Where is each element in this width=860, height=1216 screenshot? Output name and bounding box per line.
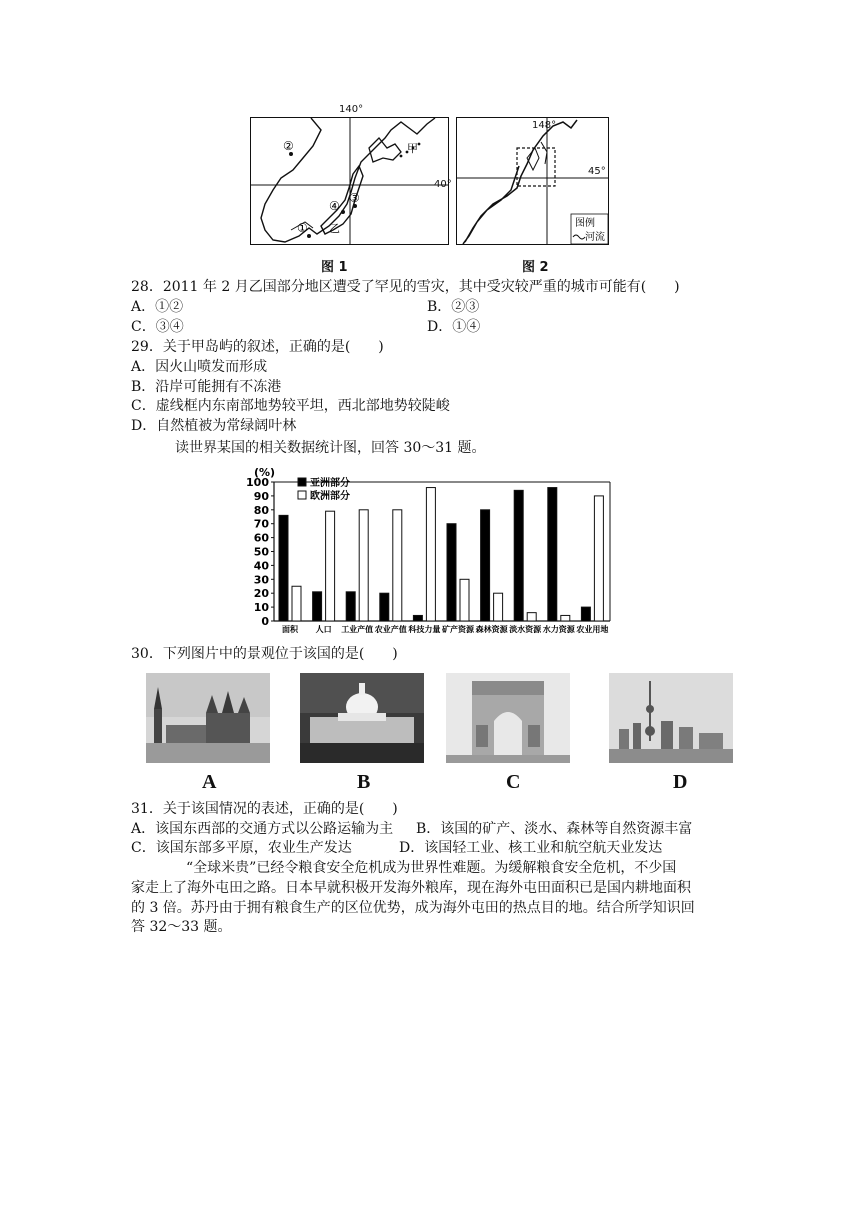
bar-europe: [393, 510, 402, 621]
q28-option-b: B．②③: [427, 299, 480, 315]
bar-asia: [447, 524, 456, 621]
bar-europe: [460, 579, 469, 621]
figure-2-caption: 图 2: [522, 260, 549, 275]
photo-label-b: B: [357, 771, 371, 793]
place-label-yi: 乙: [329, 222, 340, 235]
bar-asia: [481, 510, 490, 621]
legend-label: 亚洲部分: [310, 478, 350, 489]
bar-europe: [594, 496, 603, 621]
intro-30-31: 读世界某国的相关数据统计图，回答 30～31 题。: [175, 440, 486, 456]
x-tick-label: 农业产值: [374, 625, 407, 634]
passage-line-2: 家走上了海外屯田之路。日本早就积极开发海外粮库，现在海外屯田面积已是国内耕地面积: [131, 880, 691, 896]
chart-legend: [298, 476, 350, 502]
q28-stem: 28．2011 年 2 月乙国部分地区遭受了罕见的雪灾，其中受灾较严重的城市可能有( ): [131, 279, 680, 295]
y-tick-label: 100: [246, 476, 269, 489]
x-tick-label: 人口: [315, 625, 332, 634]
q31-option-c: C．该国东部多平原，农业生产发达: [131, 840, 352, 856]
figure-1-map: [250, 117, 449, 245]
photo-label-a: A: [202, 771, 217, 793]
q31-stem: 31．关于该国情况的表述，正确的是( ): [131, 801, 398, 817]
passage-line-4: 答 32～33 题。: [131, 919, 232, 935]
legend-river: 河流: [585, 232, 605, 243]
bar-europe: [292, 586, 301, 621]
photo-label-c: C: [506, 771, 521, 793]
q31-option-d: D．该国轻工业、核工业和航空航天业发达: [399, 840, 663, 856]
y-tick-label: 30: [253, 573, 269, 587]
photo-c-arc-de-triomphe: [446, 673, 570, 763]
q28-option-a: A．①②: [131, 299, 184, 315]
y-tick-label: 80: [253, 503, 269, 517]
marker-4: ④: [329, 199, 340, 213]
x-tick-label: 森林资源: [475, 625, 508, 634]
y-tick-label: 10: [253, 601, 269, 615]
fig1-longitude-label: 140°: [339, 104, 364, 115]
legend-label: 欧洲部分: [310, 491, 350, 502]
passage-line-1: “全球米贵”已经令粮食安全危机成为世界性难题。为缓解粮食安全危机，不少国: [186, 860, 677, 876]
q29-option-d: D．自然植被为常绿阔叶林: [131, 418, 297, 434]
legend-title: 图例: [575, 218, 595, 229]
x-tick-label: 淡水资源: [509, 625, 542, 634]
q29-option-c: C．虚线框内东南部地势较平坦，西北部地势较陡峻: [131, 398, 450, 414]
bar-asia: [380, 593, 389, 621]
y-tick-label: 90: [253, 489, 269, 503]
figure-2-svg: [457, 118, 608, 244]
bar-europe: [359, 510, 368, 621]
bar-chart: [240, 458, 620, 638]
y-tick-label: 70: [253, 517, 269, 531]
q28-option-d: D．①④: [427, 319, 481, 335]
photo-a-red-square: [146, 673, 270, 763]
figure-1-svg: [251, 118, 448, 244]
y-tick-label: 40: [253, 559, 269, 573]
bar-asia: [279, 515, 288, 621]
bar-asia: [413, 615, 422, 621]
photo-label-d: D: [673, 771, 688, 793]
dashed-box: [517, 148, 555, 186]
x-tick-label: 面积: [282, 625, 298, 634]
fig1-latitude-label: 40°: [434, 179, 452, 190]
bar-asia: [548, 488, 557, 621]
q31-option-b: B．该国的矿产、淡水、森林等自然资源丰富: [416, 821, 693, 837]
passage-line-3: 的 3 倍。苏丹由于拥有粮食生产的区位优势，成为海外屯田的热点目的地。结合所学知识回: [131, 900, 695, 916]
y-tick-label: 20: [253, 587, 269, 601]
x-tick-label: 工业产值: [341, 625, 374, 634]
figure-1-caption: 图 1: [321, 260, 348, 275]
bar-europe: [527, 613, 536, 621]
bar-europe: [326, 511, 335, 621]
q29-option-a: A．因火山喷发而形成: [131, 359, 268, 375]
bar-europe: [426, 488, 435, 621]
marker-3: ③: [349, 191, 360, 205]
y-tick-label: 60: [253, 531, 269, 545]
q29-stem: 29．关于甲岛屿的叙述，正确的是( ): [131, 339, 384, 355]
place-label-jia: 甲: [407, 142, 418, 155]
legend-swatch: [298, 478, 306, 486]
marker-2: ②: [283, 139, 294, 153]
bar-asia: [313, 592, 322, 621]
y-tick-label: 0: [261, 615, 269, 628]
x-tick-label: 水力资源: [542, 625, 575, 634]
bar-europe: [561, 615, 570, 621]
photo-b-capitol: [300, 673, 424, 763]
fig2-latitude-label: 45°: [588, 166, 606, 177]
figure-2-map: [456, 117, 609, 245]
photo-d-shanghai-skyline: [609, 673, 733, 763]
q28-option-c: C．③④: [131, 319, 184, 335]
chart-bars: [279, 488, 603, 621]
x-tick-label: 科技力量: [408, 625, 441, 634]
bar-asia: [514, 490, 523, 621]
bar-europe: [494, 593, 503, 621]
y-tick-label: 50: [253, 545, 269, 559]
q31-option-a: A．该国东西部的交通方式以公路运输为主: [131, 821, 394, 837]
q30-stem: 30．下列图片中的景观位于该国的是( ): [131, 646, 398, 662]
x-tick-label: 矿产资源: [442, 625, 474, 634]
bar-asia: [581, 607, 590, 621]
y-axis-label: (%): [254, 466, 276, 479]
bar-asia: [346, 592, 355, 621]
fig2-longitude-label: 148°: [532, 120, 557, 131]
q29-option-b: B．沿岸可能拥有不冻港: [131, 379, 282, 395]
x-tick-label: 农业用地: [576, 625, 609, 634]
marker-1: ①: [297, 221, 308, 235]
legend-swatch: [298, 491, 306, 499]
